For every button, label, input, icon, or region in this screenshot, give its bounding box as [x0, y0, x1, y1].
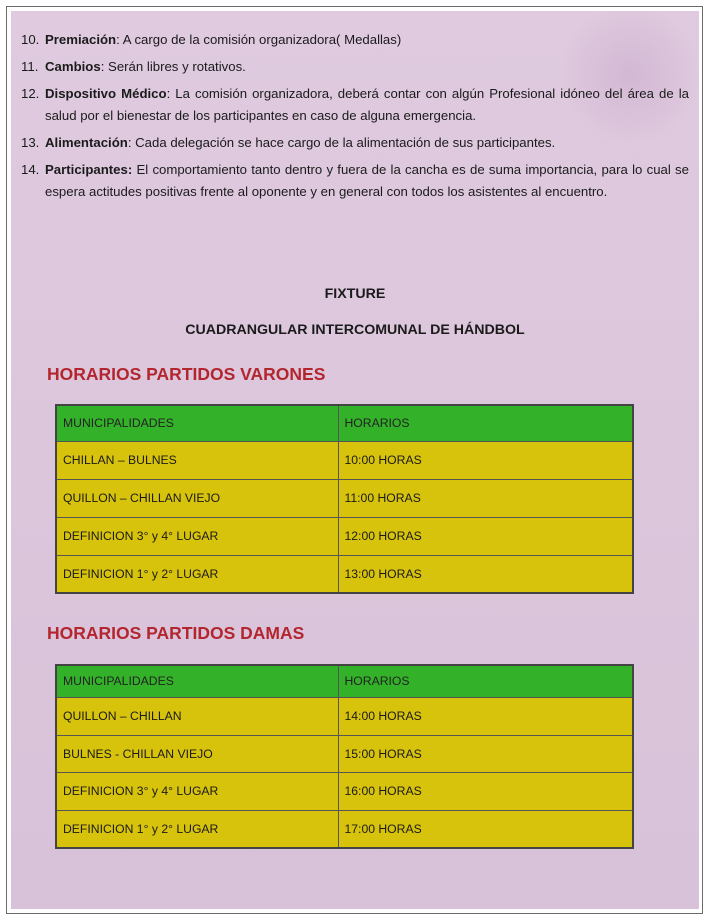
- time-cell: 17:00 HORAS: [338, 810, 633, 848]
- rule-body: : La comisión organizadora, deberá contar con algún Profesional idóneo del área de la salud por el bienestar de los participantes en caso de alguna emergencia.: [45, 86, 690, 123]
- time-cell: 13:00 HORAS: [338, 555, 633, 593]
- time-cell: 11:00 HORAS: [338, 479, 633, 517]
- document-page: [11, 11, 699, 909]
- time-cell: 16:00 HORAS: [338, 772, 633, 810]
- table-header-row: [56, 665, 633, 697]
- rule-number: 11.: [21, 59, 39, 74]
- match-cell: DEFINICION 1° y 2° LUGAR: [56, 555, 338, 593]
- table-row: [56, 555, 633, 593]
- match-cell: BULNES - CHILLAN VIEJO: [56, 735, 338, 772]
- rule-label: Participantes:: [45, 162, 133, 177]
- time-cell: 14:00 HORAS: [338, 697, 633, 735]
- rules-list: [21, 29, 689, 208]
- damas-section-title: HORARIOS PARTIDOS DAMAS: [47, 623, 305, 643]
- table-row: [56, 517, 633, 555]
- rule-label: Alimentación: [45, 135, 128, 150]
- rule-body: : A cargo de la comisión organizadora( Medallas): [116, 32, 402, 47]
- rule-number: 13.: [21, 135, 40, 150]
- match-cell: QUILLON – CHILLAN: [56, 697, 338, 735]
- rule-text: [45, 29, 689, 51]
- table-row: [56, 697, 633, 735]
- rule-label: Premiación: [45, 32, 117, 47]
- rule-text: [45, 132, 689, 154]
- table-row: [56, 441, 633, 479]
- column-header-municipalidades: MUNICIPALIDADES: [56, 665, 338, 697]
- match-cell: DEFINICION 1° y 2° LUGAR: [56, 810, 338, 848]
- table-row: [56, 772, 633, 810]
- rule-text: [45, 83, 689, 127]
- time-cell: 12:00 HORAS: [338, 517, 633, 555]
- match-cell: DEFINICION 3° y 4° LUGAR: [56, 772, 338, 810]
- rule-label: Dispositivo Médico: [45, 86, 167, 101]
- match-cell: CHILLAN – BULNES: [56, 441, 338, 479]
- rule-body: El comportamiento tanto dentro y fuera de la cancha es de suma importancia, para lo cual se espera actitudes positivas frente al oponente y en general con todos los asistentes al encuentro.: [45, 162, 689, 199]
- rule-body: : Serán libres y rotativos.: [100, 59, 246, 74]
- rule-item: [21, 56, 689, 78]
- rule-label: Cambios: [45, 59, 101, 74]
- rule-number: 10.: [21, 32, 40, 47]
- time-cell: 15:00 HORAS: [338, 735, 633, 772]
- rule-number: 14.: [21, 162, 40, 177]
- rule-number: 12.: [21, 86, 40, 101]
- varones-section-title: HORARIOS PARTIDOS VARONES: [47, 364, 326, 384]
- time-cell: 10:00 HORAS: [338, 441, 633, 479]
- damas-schedule-table: [55, 664, 634, 849]
- table-row: [56, 810, 633, 848]
- column-header-horarios: HORARIOS: [338, 405, 633, 441]
- fixture-heading: FIXTURE: [324, 286, 386, 302]
- rule-item: [21, 132, 689, 154]
- rule-item: [21, 83, 689, 127]
- tournament-heading: CUADRANGULAR INTERCOMUNAL DE HÁNDBOL: [185, 322, 525, 338]
- match-cell: DEFINICION 3° y 4° LUGAR: [56, 517, 338, 555]
- rule-body: : Cada delegación se hace cargo de la alimentación de sus participantes.: [127, 135, 556, 150]
- varones-schedule-table: [55, 404, 634, 594]
- table-header-row: [56, 405, 633, 441]
- table-row: [56, 479, 633, 517]
- rule-text: [45, 56, 689, 78]
- column-header-municipalidades: MUNICIPALIDADES: [56, 405, 338, 441]
- rule-item: [21, 159, 689, 203]
- table-row: [56, 735, 633, 772]
- match-cell: QUILLON – CHILLAN VIEJO: [56, 479, 338, 517]
- rule-item: [21, 29, 689, 51]
- column-header-horarios: HORARIOS: [338, 665, 633, 697]
- rule-text: [45, 159, 689, 203]
